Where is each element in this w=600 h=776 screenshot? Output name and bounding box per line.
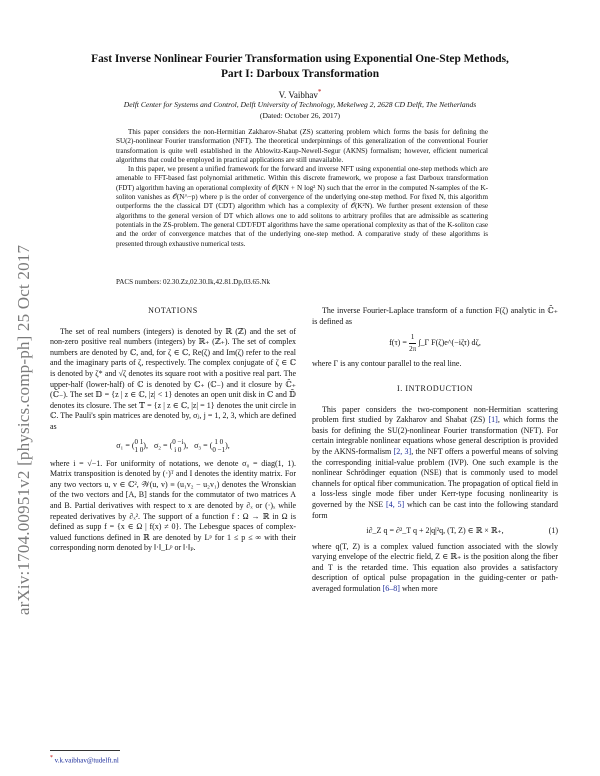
title-line-1: Fast Inverse Nonlinear Fourier Transformation using Exponential One-Step Methods, [91,53,509,65]
author-footnote-mark[interactable]: * [317,88,322,96]
sigma3-label: σ₃ = [194,440,208,450]
author-line [60,88,540,100]
paper-title [60,52,540,82]
right-column [312,306,558,595]
footnote-divider [50,750,120,751]
abstract-paragraph-2: In this paper, we present a unified framework for the forward and inverse NFT using exponential one-step methods which are amenable to FFT-based fast polynomial arithmetic. Within this discrete framework, we propose a fast Darboux transformation (FDT) algorithm having an operational complexity of 𝒪(KN + N log² N) such that the error in the computed N-samples of the K-soliton vanishes as 𝒪(N^−p) where p is the order of convergence of the underlying one-step method. For fixed N, this algorithm outperforms the the classical DT (CDT) algorithm which has a complexity of 𝒪(K²N). We further present extension of these algorithms to the general version of DT which allows one to add solitons to arbitrary profiles that are admissible as scattering potentials in the ZS-problem. The general CDT/FDT algorithms have the same operational complexity as that of the K-soliton case and the order of convergence matches that of the underlying one-step method. A comparative study of these algorithms is presented through exhaustive numerical tests. [116,165,488,248]
arxiv-identifier-stamp [12,210,36,650]
intro-text-b: , which forms the basis for defining the SU(2)-nonlinear Fourier transformation (NFT). For certain integrable nonlinear equations whose general description is provided by the AKNS-formalism [312,415,558,456]
footnote-mark: * [50,755,53,761]
citation-link-1[interactable]: [1] [488,415,498,425]
sigma2-row-2: i 0 [174,445,182,454]
intro-text-c: , the NFT offers a powerful means of solving the corresponding initial-value problem (IVP). One such example is the nonlinear Schrödinger equation (NSE) that is commonly used to model channels for optical fiber communication. The propagation of optical field in a loss-less single mode fiber under Kerr-type focusing nonlinearity is governed by the NSE [312,446,558,509]
nse-equation-body: i∂_Z q = ∂²_T q + 2|q|²q, (T, Z) ∈ ℝ × ℝ₊, [366,526,504,536]
contour-paragraph: where Γ is any contour parallel to the real line. [312,359,462,369]
sigma2-label: σ₂ = [153,440,168,450]
author-email-link[interactable]: v.k.vaibhav@tudelft.nl [54,756,119,765]
citation-link-2-3[interactable]: [2, 3] [393,446,412,456]
sigma1-label: σ₁ = [116,440,130,450]
title-line-2: Part I: Darboux Transformation [220,68,380,80]
sigma2-row-1: 0 −i [172,437,184,446]
author-name: V. Vaibhav [278,90,318,100]
eq-fraction [409,332,417,354]
sigma2-matrix: ( 0 −i i 0 ) [169,437,187,454]
notations-heading: NOTATIONS [148,306,198,315]
citation-link-4-5[interactable]: [4, 5] [386,499,405,509]
notations-paragraph-1: The set of real numbers (integers) is denoted by ℝ (ℤ) and the set of non-zero positive real numbers (integers) by ℝ₊ (ℤ₊). The set of complex numbers are denoted by ℂ, and, for ζ ∈ ℂ, Re(ζ) and Im(ζ) refer to the real and the imaginary parts of ζ, respectively. The complex conjugate of ζ ∈ ℂ is denoted by ζ* and √ζ denotes its square root with a positive real part. The upper-half (lower-half) of ℂ is denoted by ℂ₊ (ℂ₋) and it closure by ℂ̄₊ (ℂ̄₋). The set 𝔻 = {z | z ∈ ℂ, |z| < 1} denotes an open unit disk in ℂ and 𝔻̄ denotes its closure. The set 𝕋 = {z | z ∈ ℂ, |z| = 1} denotes the unit circle in ℂ. The Pauli's spin matrices are denoted by, σⱼ, j = 1, 2, 3, which are defined as [50,326,296,431]
sigma1-row-2: 1 0 [134,445,144,454]
sigma3-matrix: ( 1 0 0 −1 ) [209,437,228,454]
eq-fraction-numerator: 1 [409,332,417,344]
equation-number-1: (1) [548,526,558,536]
abstract [116,128,488,249]
intro2-text-b: when more [399,584,438,594]
intro-text-a: This paper considers the two-component non-Hermitian scattering problem first studied by Zakharov and Shabat (ZS) [312,404,558,425]
sigma3-row-1: 1 0 [214,437,224,446]
left-column [50,306,296,554]
footnote [50,755,119,764]
date-line: (Dated: October 26, 2017) [259,111,341,120]
inverse-fourier-equation [312,332,558,354]
sigma1-matrix: ( 0 1 1 0 ) [131,437,146,454]
pacs-numbers: PACS numbers: 02.30.Zz,02.30.Ik,42.81.Dp,03.65.Nk [116,278,271,286]
eq-fraction-denominator: 2π [409,344,417,353]
sigma1-row-1: 0 1 [134,437,144,446]
pauli-matrices-equation: σ₁ = ( 0 1 1 0 ), σ₂ = ( 0 −i i 0 ), σ₃ = ( 1 0 0 −1 ), [116,437,230,454]
fourier-laplace-paragraph: The inverse Fourier-Laplace transform of a function F(ζ) analytic in ℂ̄₊ is defined as [312,306,558,326]
introduction-paragraph-1 [312,405,558,522]
affiliation: Delft Center for Systems and Control, Delft University of Technology, Mekelweg 2, 2628 CD Delft, The Netherlands [123,100,477,109]
notations-paragraph-2: where i = √−1. For uniformity of notations, we denote σ₀ = diag(1, 1). Matrix transposition is denoted by (·)ᵀ and I denotes the identity matrix. For any two vectors u, v ∈ ℂ², 𝒲(u, v) ≡ (u₁v₂ − u₂v₁) denotes the Wronskian of the two vectors and [A, B] stands for the commutator of two matrices A and B. Partial derivatives with respect to x are denoted by ∂ₓ or (·)ₓ while repeated derivatives by ∂ₓ². The support of a function f : Ω → ℝ in Ω is defined as supp f = {x ∈ Ω | f(x) ≠ 0}. The Lebesgue spaces of complex-valued functions defined in ℝ are denoted by Lᵖ for 1 ≤ p ≤ ∞ with their corresponding norm denoted by ‖·‖_Lᵖ or ‖·‖ₚ. [50,458,296,553]
nse-equation [312,526,558,537]
introduction-heading: I. INTRODUCTION [396,383,474,393]
citation-link-6-8[interactable]: [6–8] [382,584,400,594]
arxiv-stamp-text: arXiv:1704.00951v2 [physics.comp-ph] 25 Oct 2017 [14,244,33,616]
intro2-text-a: where q(T, Z) is a complex valued function associated with the slowly varying envelope of the electric field, Z ∈ ℝ₊ is the position along the fiber and T is the retarded time. This equation also provides a satisfactory description of optical pulse propagation in the guiding-center or path-averaged formulation [312,541,558,594]
eq-rhs: ∫_Γ F(ζ)e^(−iζτ) dζ, [418,338,481,348]
abstract-paragraph-1: This paper considers the non-Hermitian Zakharov-Shabat (ZS) scattering problem which forms the basis for defining the SU(2)-nonlinear Fourier transformation (NFT). The theoretical underpinnings of this generalization of the conventional Fourier transformation is quite well established in the Ablowitz-Kaup-Newell-Segur (AKNS) formalism; however, efficient numerical algorithms that could be employed in practical applications are still unavailable. [116,128,488,164]
sigma3-row-2: 0 −1 [212,445,226,454]
eq-lhs: f(τ) = [389,338,407,348]
introduction-paragraph-2 [312,542,558,595]
intro-text-d: which can be cast into the following standard form [312,499,559,520]
